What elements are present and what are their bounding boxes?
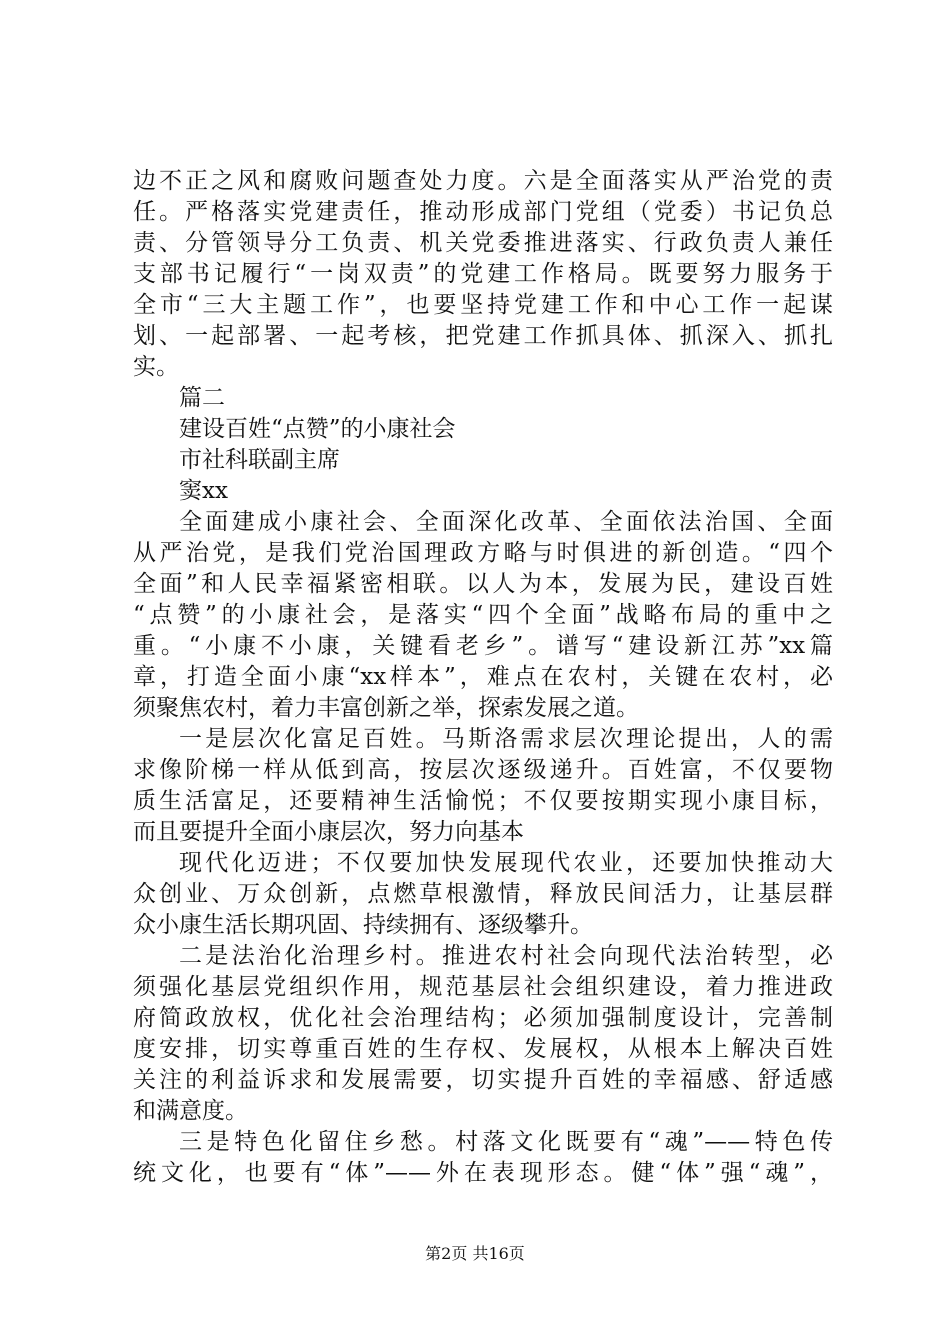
- text-line: 二是法治化治理乡村。推进农村社会向现代法治转型，必: [179, 943, 833, 969]
- text-line: 度安排，切实尊重百姓的生存权、发展权，从根本上解决百姓: [133, 1036, 833, 1062]
- text-line: “点赞”的小康社会，是落实“四个全面”战略布局的重中之: [133, 602, 833, 628]
- text-line: 划、一起部署、一起考核，把党建工作抓具体、抓深入、抓扎: [133, 323, 833, 349]
- text-line: 众创业、万众创新，点燃草根激情，释放民间活力，让基层群: [133, 881, 833, 907]
- text-line: 全面建成小康社会、全面深化改革、全面依法治国、全面: [179, 509, 833, 535]
- text-line: 从严治党，是我们党治国理政方略与时俱进的新创造。“四个: [133, 540, 833, 566]
- text-line: 实。: [133, 354, 179, 380]
- text-line: 而且要提升全面小康层次，努力向基本: [133, 819, 524, 845]
- page-footer: 第2页 共16页: [425, 1244, 525, 1263]
- text-line: 和满意度。: [133, 1098, 248, 1124]
- text-line: 须聚焦农村，着力丰富创新之举，探索发展之道。: [133, 695, 639, 721]
- text-line: 众小康生活长期巩固、持续拥有、逐级攀升。: [133, 912, 593, 938]
- text-line: 任。严格落实党建责任，推动形成部门党组（党委）书记负总: [133, 199, 833, 225]
- text-line: 重。“小康不小康，关键看老乡”。谱写“建设新江苏”xx篇: [133, 633, 833, 659]
- text-line: 全市“三大主题工作”，也要坚持党建工作和中心工作一起谋: [133, 292, 833, 318]
- text-line: 窦xx: [179, 478, 228, 504]
- document-body: [133, 166, 833, 1189]
- text-line: 求像阶梯一样从低到高，按层次逐级递升。百姓富，不仅要物: [133, 757, 833, 783]
- text-line: 市社科联副主席: [179, 447, 340, 473]
- text-line: 关注的利益诉求和发展需要，切实提升百姓的幸福感、舒适感: [133, 1067, 833, 1093]
- text-line: 一是层次化富足百姓。马斯洛需求层次理论提出，人的需: [179, 726, 833, 752]
- text-line: 三是特色化留住乡愁。村落文化既要有“魂”——特色传: [179, 1129, 833, 1155]
- text-line: 须强化基层党组织作用，规范基层社会组织建设，着力推进政: [133, 974, 833, 1000]
- text-line: 全面”和人民幸福紧密相联。以人为本，发展为民，建设百姓: [133, 571, 833, 597]
- text-line: 边不正之风和腐败问题查处力度。六是全面落实从严治党的责: [133, 168, 833, 194]
- text-line: 责、分管领导分工负责、机关党委推进落实、行政负责人兼任: [133, 230, 833, 256]
- text-line: 现代化迈进；不仅要加快发展现代农业，还要加快推动大: [179, 850, 833, 876]
- text-line: 章，打造全面小康“xx样本”，难点在农村，关键在农村，必: [133, 664, 833, 690]
- text-line: 府简政放权，优化社会治理结构；必须加强制度设计，完善制: [133, 1005, 833, 1031]
- text-line: 支部书记履行“一岗双责”的党建工作格局。既要努力服务于: [133, 261, 833, 287]
- text-line: 质生活富足，还要精神生活愉悦；不仅要按期实现小康目标，: [133, 788, 833, 814]
- text-line: 篇二: [179, 385, 225, 411]
- text-line: 建设百姓“点赞”的小康社会: [179, 416, 456, 442]
- text-line: 统文化，也要有“体”——外在表现形态。健“体”强“魂”，: [133, 1160, 833, 1186]
